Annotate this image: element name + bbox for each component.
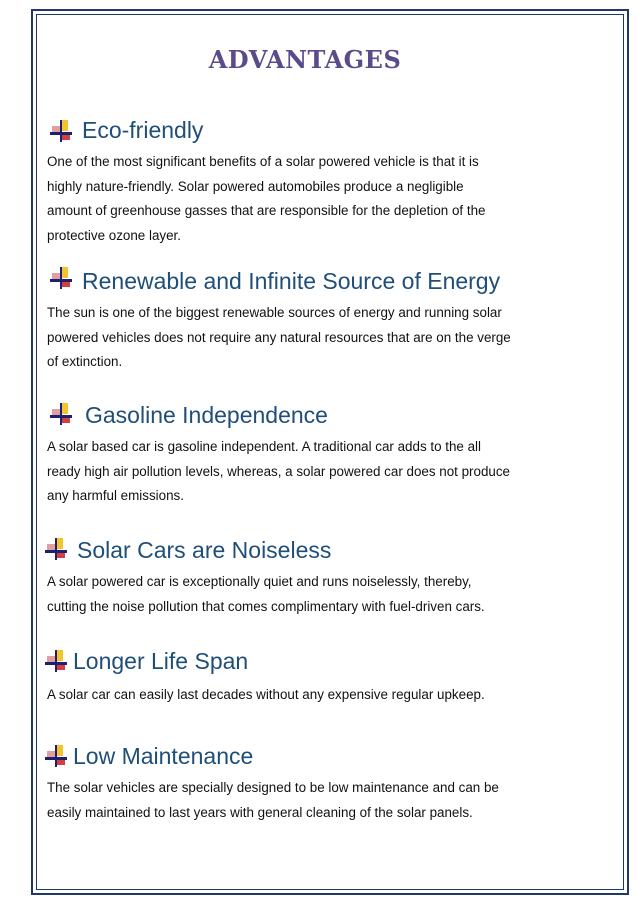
- page-title: ADVANTAGES: [208, 45, 402, 74]
- bullet-icon: [50, 403, 72, 425]
- section-heading: Eco-friendly: [82, 117, 204, 143]
- section-paragraph: A solar powered car is exceptionally quiet and runs noiselessly, thereby, cutting the noise pollution that comes complimentary with fuel-driven cars.: [47, 574, 485, 614]
- section-paragraph: One of the most significant benefits of a solar powered vehicle is that it is highly nature-friendly. Solar powered automobiles produce a negligible amount of greenhouse gasses that are responsible for the depletion of the protective ozone layer.: [47, 154, 486, 243]
- bullet-icon: [45, 650, 67, 672]
- section-paragraph: A solar car can easily last decades without any expensive regular upkeep.: [47, 687, 485, 702]
- bullet-icon: [50, 120, 72, 142]
- section-heading: Longer Life Span: [73, 648, 249, 674]
- section-heading: Renewable and Infinite Source of Energy: [82, 268, 501, 294]
- section-heading: Low Maintenance: [73, 743, 254, 769]
- bullet-icon: [50, 267, 72, 289]
- section-heading: Gasoline Independence: [85, 402, 328, 428]
- section-paragraph: A solar based car is gasoline independent. A traditional car adds to the all ready high air pollution levels, whereas, a solar powered car does not produce any harmful emissions.: [47, 439, 510, 503]
- bullet-icon: [45, 745, 67, 767]
- section-paragraph: The sun is one of the biggest renewable sources of energy and running solar powered vehicles does not require any natural resources that are on the verge of extinction.: [47, 305, 511, 369]
- section-heading: Solar Cars are Noiseless: [77, 537, 332, 563]
- section-paragraph: The solar vehicles are specially designed to be low maintenance and can be easily maintained to last years with general cleaning of the solar panels.: [47, 780, 499, 820]
- bullet-icon: [45, 538, 67, 560]
